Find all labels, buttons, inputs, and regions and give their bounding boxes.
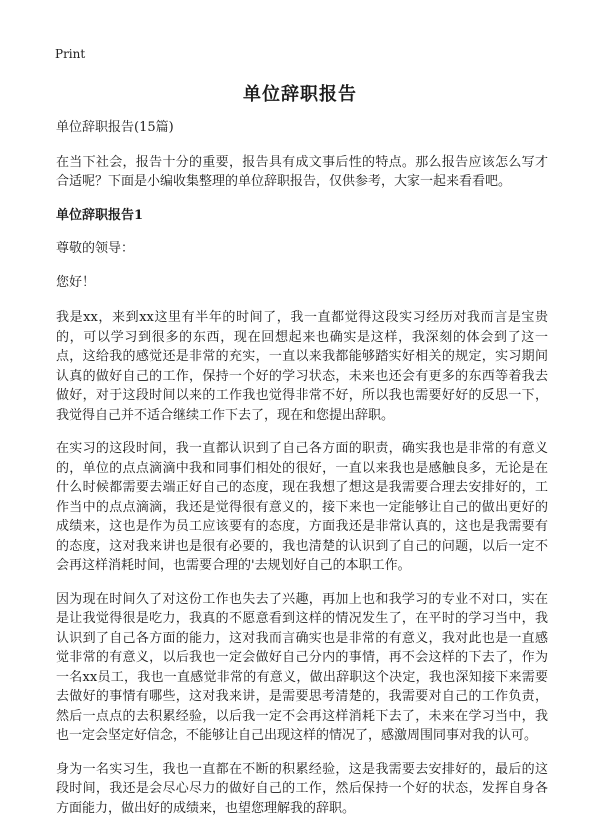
body-paragraph: 在实习的这段时间，我一直都认识到了自己各方面的职责，确实我也是非常的有意义的，单位的点点滴滴中我和同事们相处的很好，一直以来我也是感触良多，无论是在什么时候都需要去端正好自己的态度，现在我想了想这是我需要合理去安排好的，工作当中的点点滴滴，我还是觉得很有意义的，接下来也一定能够让自己的做出更好的成绩来，这也是作为员工应该要有的态度，方面我还是非常认真的，这也是我需要有的态度，这对我来讲也是很有必要的，我也清楚的认识到了自己的问题，以后一定不会再这样消耗时间，也需要合理的'去规划好自己的本职工作。	[56, 441, 548, 573]
body-paragraph: 我是xx，来到xx这里有半年的时间了，我一直都觉得这段实习经历对我而言是宝贵的，可以学习到很多的东西，现在回想起来也确实是这样，我深刻的体会到了这一点，这给我的感觉还是非常的充实，一直以来我都能够踏实好相关的规定，实习期间认真的做好自己的工作，保持一个好的学习状态，未来也还会有更多的东西等着我去做好，对于这段时间以来的工作我也觉得非常不好，所以我也需要好好的反思一下，我觉得自己并不适合继续工作下去了，现在和您提出辞职。	[56, 310, 548, 423]
section-heading: 单位辞职报告1	[56, 207, 144, 223]
body-paragraph: 身为一名实习生，我也一直都在不断的积累经验，这是我需要去安排好的，最后的这段时间，我还是会尽心尽力的做好自己的工作，然后保持一个好的状态，发挥自身各方面能力，做出好的成绩来，也望您理解我的辞职。	[56, 761, 548, 816]
salutation: 尊敬的领导：	[56, 241, 135, 256]
body-paragraph: 因为现在时间久了对这份工作也失去了兴趣，再加上也和我学习的专业不对口，实在是让我觉得很是吃力，我真的不愿意看到这样的情况发生了，在平时的学习当中，我认识到了自己各方面的能力，这对我而言确实也是非常的有意义，我对此也是一直感觉非常的有意义，以后我也一定会做好自己分内的事情，再不会这样的下去了，作为一名xx员工，我也一直感觉非常的有意义，做出辞职这个决定，我也深知接下来需要去做好的事情有哪些，这对我来讲，是需要思考清楚的，我需要对自己的工作负责，然后一点点的去积累经验，以后我一定不会再这样消耗下去了，未来在学习当中，我也一定会坚定好信念，不能够让自己出现这样的情况了，感激周围同事对我的认可。	[56, 591, 548, 743]
document-subtitle: 单位辞职报告(15篇)	[56, 120, 174, 135]
print-link[interactable]: Print	[55, 47, 86, 61]
page-title: 单位辞职报告	[243, 84, 357, 105]
intro-paragraph: 在当下社会，报告十分的重要，报告具有成文事后性的特点。那么报告应该怎么写才合适呢？下面是小编收集整理的单位辞职报告，仅供参考，大家一起来看看吧。	[56, 154, 548, 189]
greeting: 您好！	[56, 274, 96, 290]
document-body	[56, 118, 548, 832]
